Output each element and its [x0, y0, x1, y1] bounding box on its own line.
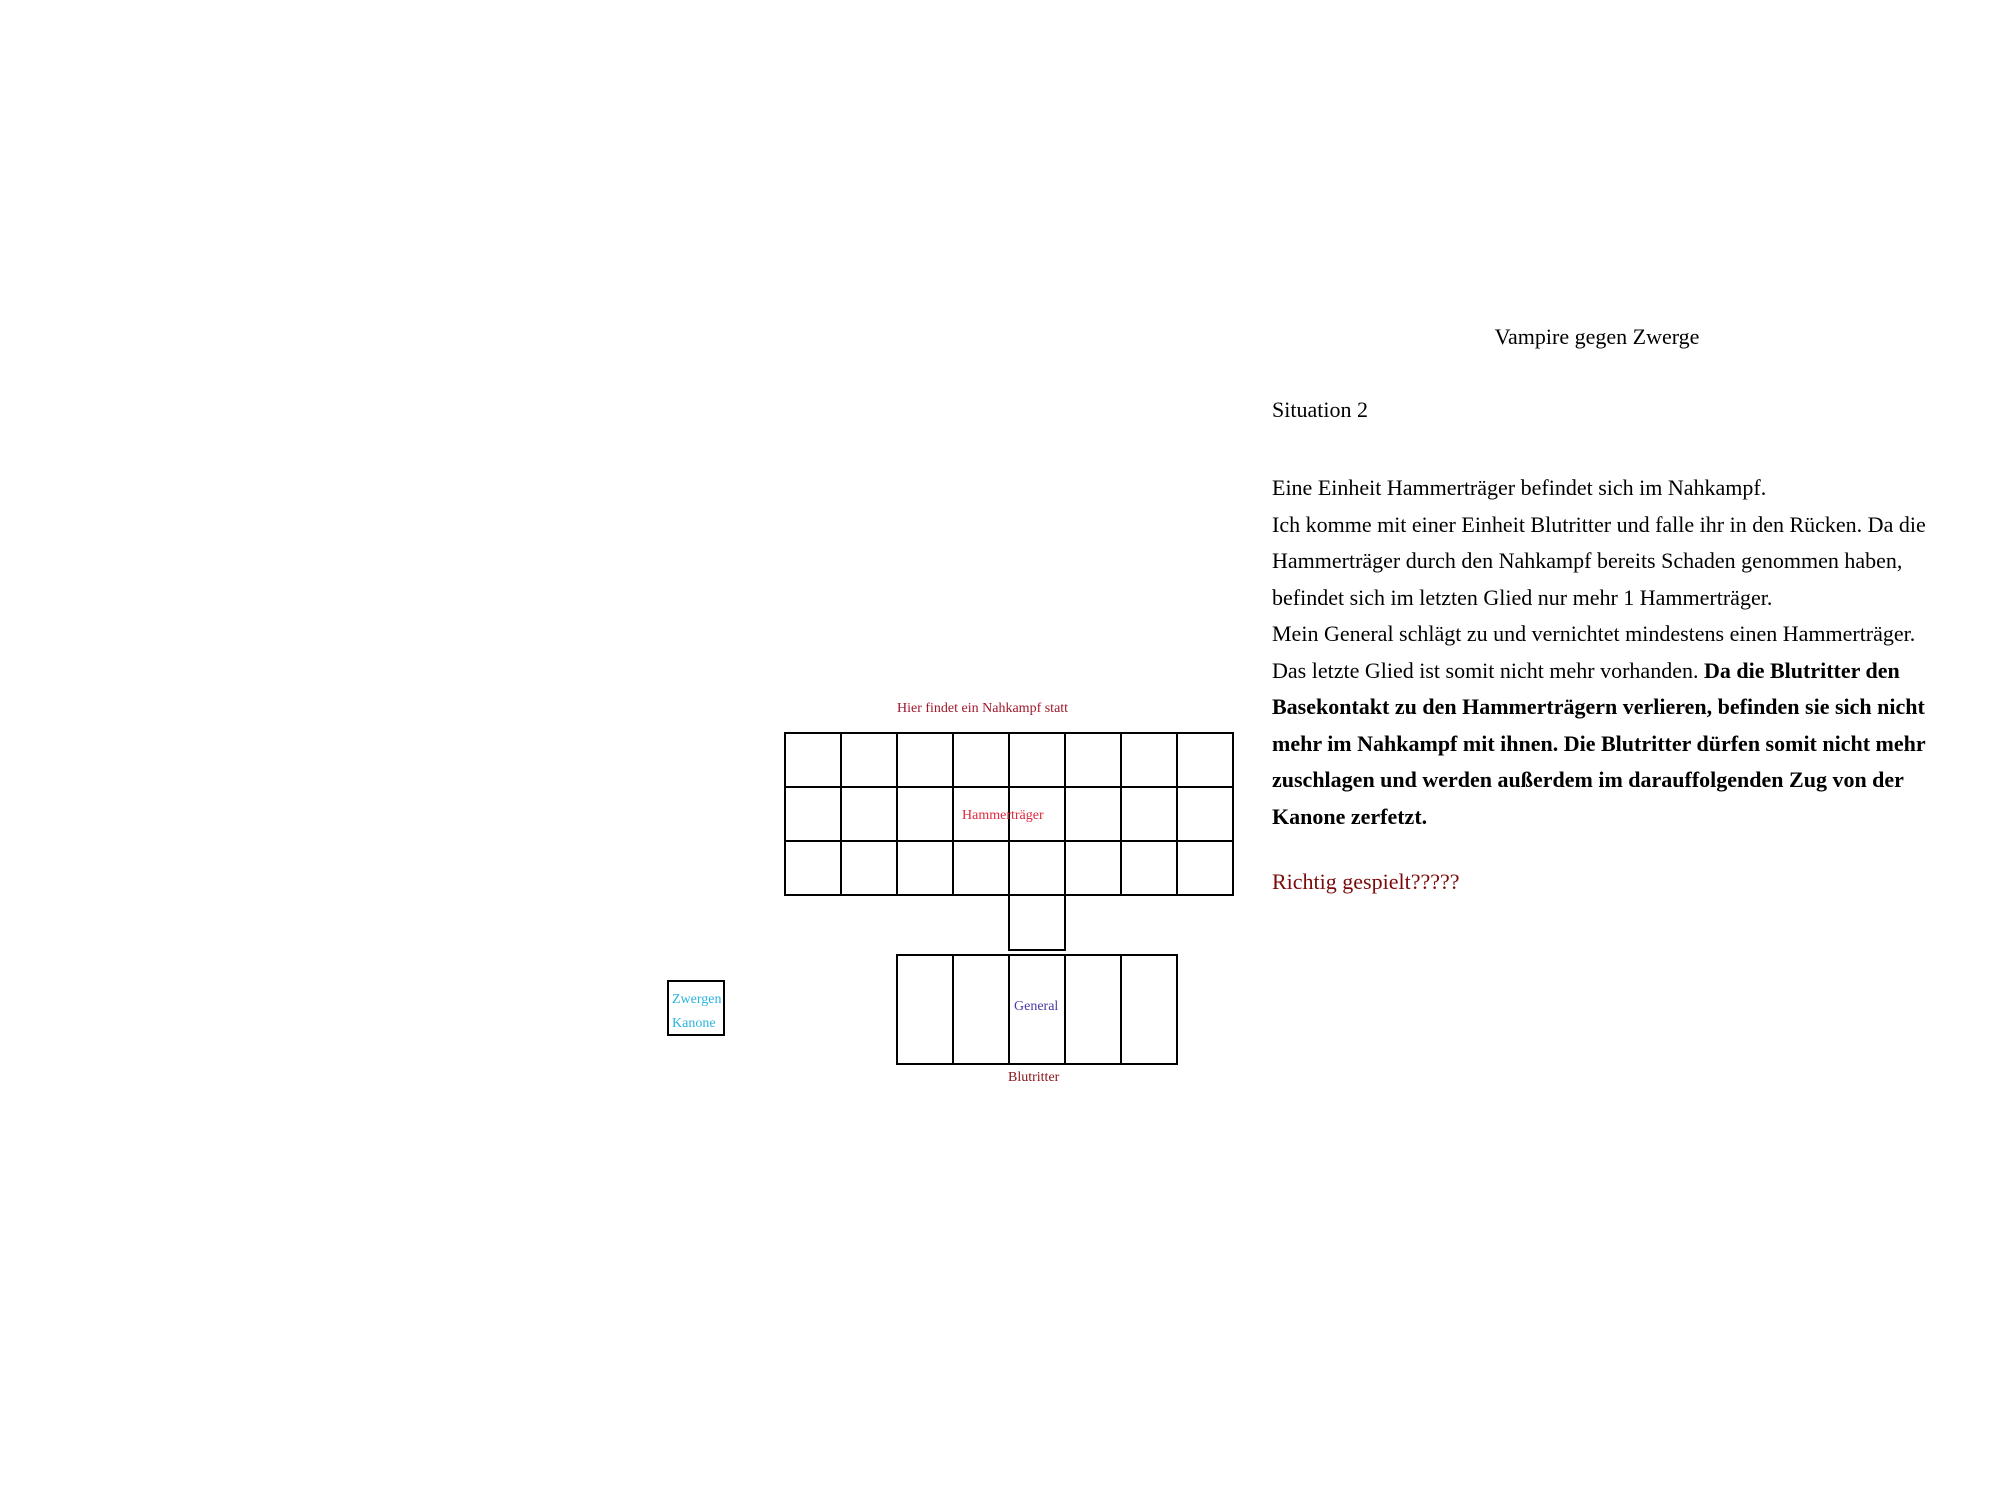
hammertraeger-label: Hammerträger [962, 808, 1044, 823]
hammertraeger-model [785, 733, 841, 787]
hammertraeger-model [897, 733, 953, 787]
paragraph-3-bold: Da die Blutritter den Basekontakt zu den Hammerträgern verlieren, befinden sie sich nicht mehr im Nahkampf mit ihnen. Die Blutritter dürfen somit nicht mehr zuschlagen und werden außerdem im darauffolgenden Zug von der Kanone zerfetzt. [1272, 657, 1926, 829]
scenario-text [1272, 470, 1932, 835]
kanone-label-line1: Zwergen [672, 992, 722, 1007]
question-text: Richtig gespielt????? [1272, 869, 1460, 894]
hammertraeger-model [953, 733, 1009, 787]
hammertraeger-model [1177, 841, 1233, 895]
paragraph-3 [1272, 616, 1932, 835]
hammertraeger-model [897, 841, 953, 895]
hammertraeger-model [1177, 787, 1233, 841]
blutritter-label: Blutritter [1008, 1070, 1060, 1085]
kanone-label-line2: Kanone [672, 1016, 716, 1031]
hammertraeger-model [785, 787, 841, 841]
hammertraeger-model [841, 787, 897, 841]
blutritter-model [1121, 955, 1177, 1064]
hammertraeger-model [1177, 733, 1233, 787]
hammertraeger-model [785, 841, 841, 895]
general-label: General [1014, 999, 1059, 1014]
hammertraeger-model [841, 733, 897, 787]
hammertraeger-model [841, 841, 897, 895]
paragraph-3-text: Mein General schlägt zu und vernichtet mindestens einen Hammerträger. Das letzte Glied ist somit nicht mehr vorhanden. [1272, 621, 1916, 683]
hammertraeger-model [1009, 841, 1065, 895]
situation-heading: Situation 2 [1272, 397, 1368, 422]
kanone-label [672, 988, 722, 1036]
hammertraeger-model [1009, 733, 1065, 787]
paragraph-2: Ich komme mit einer Einheit Blutritter und falle ihr in den Rücken. Da die Hammerträger durch den Nahkampf bereits Schaden genommen haben, befindet sich im letzten Glied nur mehr 1 Hammerträger. [1272, 511, 1926, 610]
document-title: Vampire gegen Zwerge [1494, 324, 1700, 349]
hammertraeger-model [1121, 733, 1177, 787]
blutritter-model [1065, 955, 1121, 1064]
paragraph-1: Eine Einheit Hammerträger befindet sich im Nahkampf. [1272, 475, 1767, 500]
hammertraeger-last-rank-model [1009, 895, 1065, 950]
hammertraeger-model [1121, 841, 1177, 895]
blutritter-model [897, 955, 953, 1064]
hammertraeger-model [1065, 787, 1121, 841]
hammertraeger-model [897, 787, 953, 841]
blutritter-model [953, 955, 1009, 1064]
hammertraeger-model [1065, 841, 1121, 895]
hammertraeger-model [1121, 787, 1177, 841]
melee-label: Hier findet ein Nahkampf statt [897, 701, 1069, 716]
hammertraeger-model [1065, 733, 1121, 787]
hammertraeger-model [953, 841, 1009, 895]
